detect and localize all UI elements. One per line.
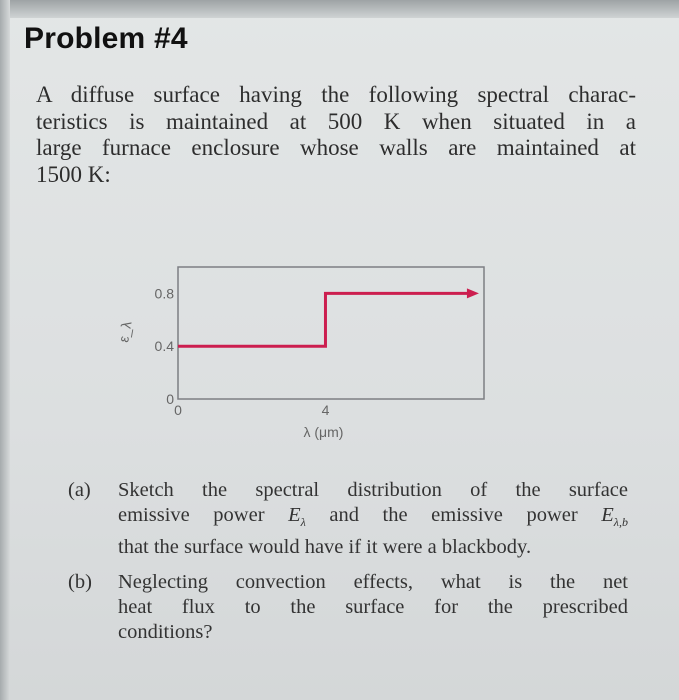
part-a-line-2: emissive power $E_\lambda$ and the emissive power $E_{\lambda,b}$ bbox=[118, 504, 628, 530]
part-a-label: (a) bbox=[68, 479, 91, 501]
arrowhead-icon bbox=[467, 288, 479, 298]
statement-line-1: A diffuse surface having the following spectral charac- bbox=[36, 82, 636, 107]
emissivity-chart bbox=[115, 255, 500, 455]
y-axis-label: ε_λ bbox=[115, 320, 135, 344]
statement-line-2: teristics is maintained at 500 K when situated in a bbox=[36, 108, 636, 134]
photo-edge-top bbox=[0, 0, 679, 18]
problem-title: Problem #4 bbox=[24, 22, 188, 55]
y-tick-label-0.4: 0.4 bbox=[154, 338, 174, 355]
part-b bbox=[68, 570, 628, 645]
x-tick-label-0: 0 bbox=[174, 402, 182, 418]
emissivity-figure bbox=[115, 255, 500, 455]
x-axis-label: λ (μm) bbox=[303, 424, 344, 440]
y-tick-label-0: 0 bbox=[166, 391, 174, 407]
part-b-line-2: heat flux to the surface for the prescribed bbox=[118, 596, 628, 619]
symbol-e-lambda: $E_\lambda$ bbox=[288, 504, 306, 530]
plot-frame bbox=[178, 267, 484, 399]
part-a bbox=[68, 478, 628, 560]
part-a-line-1: Sketch the spectral distribution of the surface bbox=[118, 479, 628, 501]
part-b-line-1: Neglecting convection effects, what is the net bbox=[118, 571, 628, 594]
part-b-line-3: conditions? bbox=[118, 621, 213, 644]
y-tick-label-0.8: 0.8 bbox=[154, 285, 174, 302]
symbol-e-lambda-b: $E_{\lambda,b}$ bbox=[601, 504, 628, 530]
part-b-label: (b) bbox=[68, 571, 92, 594]
question-parts bbox=[68, 478, 628, 655]
statement-line-3: large furnace enclosure whose walls are maintained at bbox=[36, 135, 636, 160]
problem-statement bbox=[36, 82, 636, 188]
emissivity-step-line bbox=[178, 293, 473, 346]
x-tick-label-4: 4 bbox=[321, 402, 330, 418]
photo-edge-left bbox=[0, 0, 10, 700]
statement-line-4: 1500 K: bbox=[36, 161, 111, 187]
part-a-line-3: that the surface would have if it were a blackbody. bbox=[118, 536, 532, 559]
